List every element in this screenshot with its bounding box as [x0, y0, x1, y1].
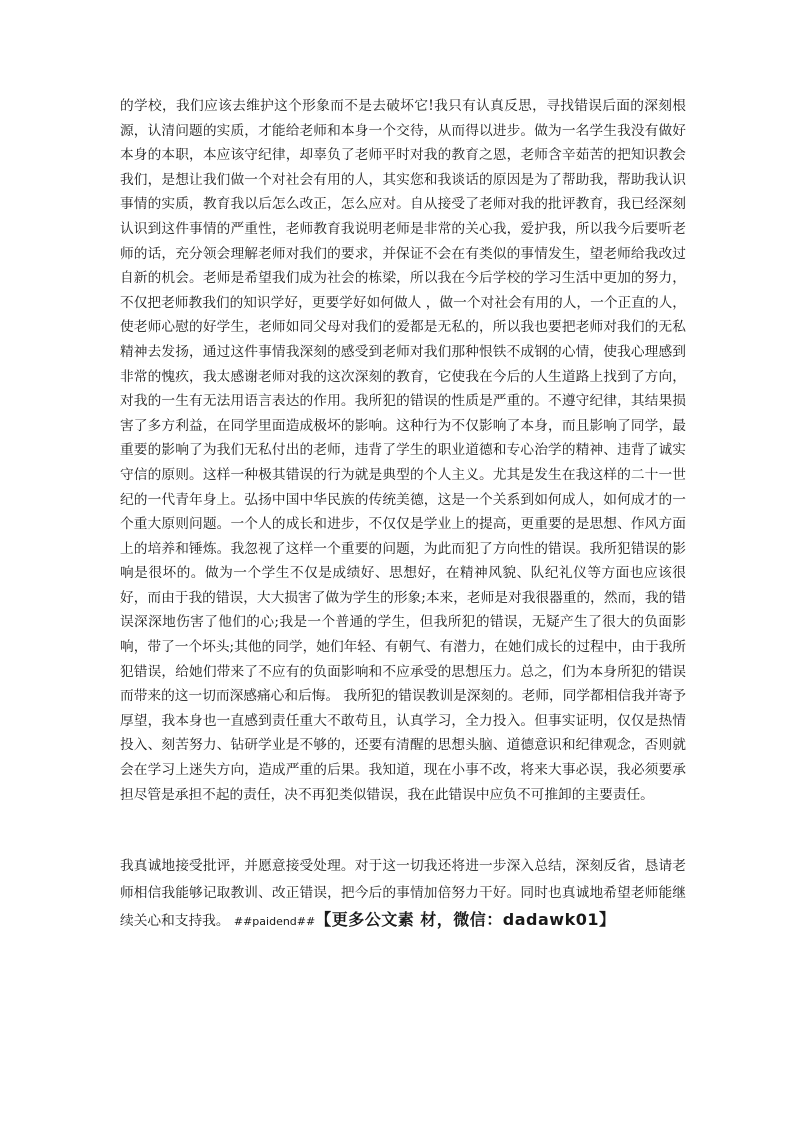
- body-paragraph-2: [120, 854, 686, 935]
- body-paragraph-2-tail: 能继续关心和支持我。: [120, 884, 686, 929]
- body-paragraph-2-text: 我真诚地接受批评，并愿意接受处理。对于这一切我还将进一步深入总结，深刻反省，恳请老师相信我能够记取教训、改正错误，把今后的事情加倍努力干好。同时也真诚地希望老师: [120, 858, 686, 901]
- paid-end-marker: ##paidend##: [233, 914, 316, 928]
- body-paragraph-1: 的学校，我们应该去维护这个形象而不是去破坏它!我只有认真反思，寻找错误后面的深刻根源，认清问题的实质，才能给老师和本身一个交待，从而得以进步。做为一名学生我没有做好本身的本职，本应该守纪律，却辜负了老师平时对我的教育之恩，老师含辛茹苦的把知识教会我们，是想让我们做一个对社会有用的人，其实您和我谈话的原因是为了帮助我，帮助我认识事情的实质，教育我以后怎么改正，怎么应对。自从接受了老师对我的批评教育，我已经深刻认识到这件事情的严重性，老师教育我说明老师是非常的关心我，爱护我，所以我今后要听老师的话，充分领会理解老师对我们的要求，并保证不会在有类似的事情发生，望老师给我改过自新的机会。老师是希望我们成为社会的栋梁，所以我在今后学校的学习生活中更加的努力，不仅把老师教我们的知识学好，更要学好如何做人 ，做一个对社会有用的人，一个正直的人，使老师心慰的好学生，老师如同父母对我们的爱都是无私的，所以我也要把老师对我们的无私精神去发扬，通过这件事情我深刻的感受到老师对我们那种恨铁不成钢的心情，使我心理感到非常的愧疚，我太感谢老师对我的这次深刻的教育，它使我在今后的人生道路上找到了方向，对我的一生有无法用语言表达的作用。我所犯的错误的性质是严重的。不遵守纪律，其结果损害了多方利益，在同学里面造成极坏的影响。这种行为不仅影响了本身，而且影响了同学，最重要的影响了为我们无私付出的老师，违背了学生的职业道德和专心治学的精神、违背了诚实守信的原则。这样一种极其错误的行为就是典型的个人主义。尤其是发生在我这样的二十一世纪的一代青年身上。弘扬中国中华民族的传统美德，这是一个关系到如何成人，如何成才的一个重大原则问题。一个人的成长和进步，不仅仅是学业上的提高，更重要的是思想、作风方面上的培养和锤炼。我忽视了这样一个重要的问题，为此而犯了方向性的错误。我所犯错误的影响是很坏的。做为一个学生不仅是成绩好、思想好，在精神风貌、队纪礼仪等方面也应该很好，而由于我的错误，大大损害了做为学生的形象;本来，老师是对我很器重的，然而，我的错误深深地伤害了他们的心;我是一个普通的学生，但我所犯的错误，无疑产生了很大的负面影响，带了一个坏头;其他的同学，她们年轻、有朝气、有潜力，在她们成长的过程中，由于我所犯错误，给她们带来了不应有的负面影响和不应承受的思想压力。总之，们为本身所犯的错误而带来的这一切而深感痛心和后悔。 我所犯的错误教训是深刻的。老师，同学都相信我并寄予厚望，我本身也一直感到责任重大不敢苟且，认真学习，全力投入。但事实证明，仅仅是热情投入、刻苦努力、钻研学业是不够的，还要有清醒的思想头脑、道德意识和纪律观念，否则就会在学习上迷失方向，造成严重的后果。我知道，现在小事不改，将来大事必误，我必须要承担尽管是承担不起的责任，决不再犯类似错误，我在此错误中应负不可推卸的主要责任。: [120, 98, 686, 803]
- promo-text: 【更多公文素 材，微信：dadawk01】: [315, 909, 616, 929]
- document-page: [120, 94, 686, 935]
